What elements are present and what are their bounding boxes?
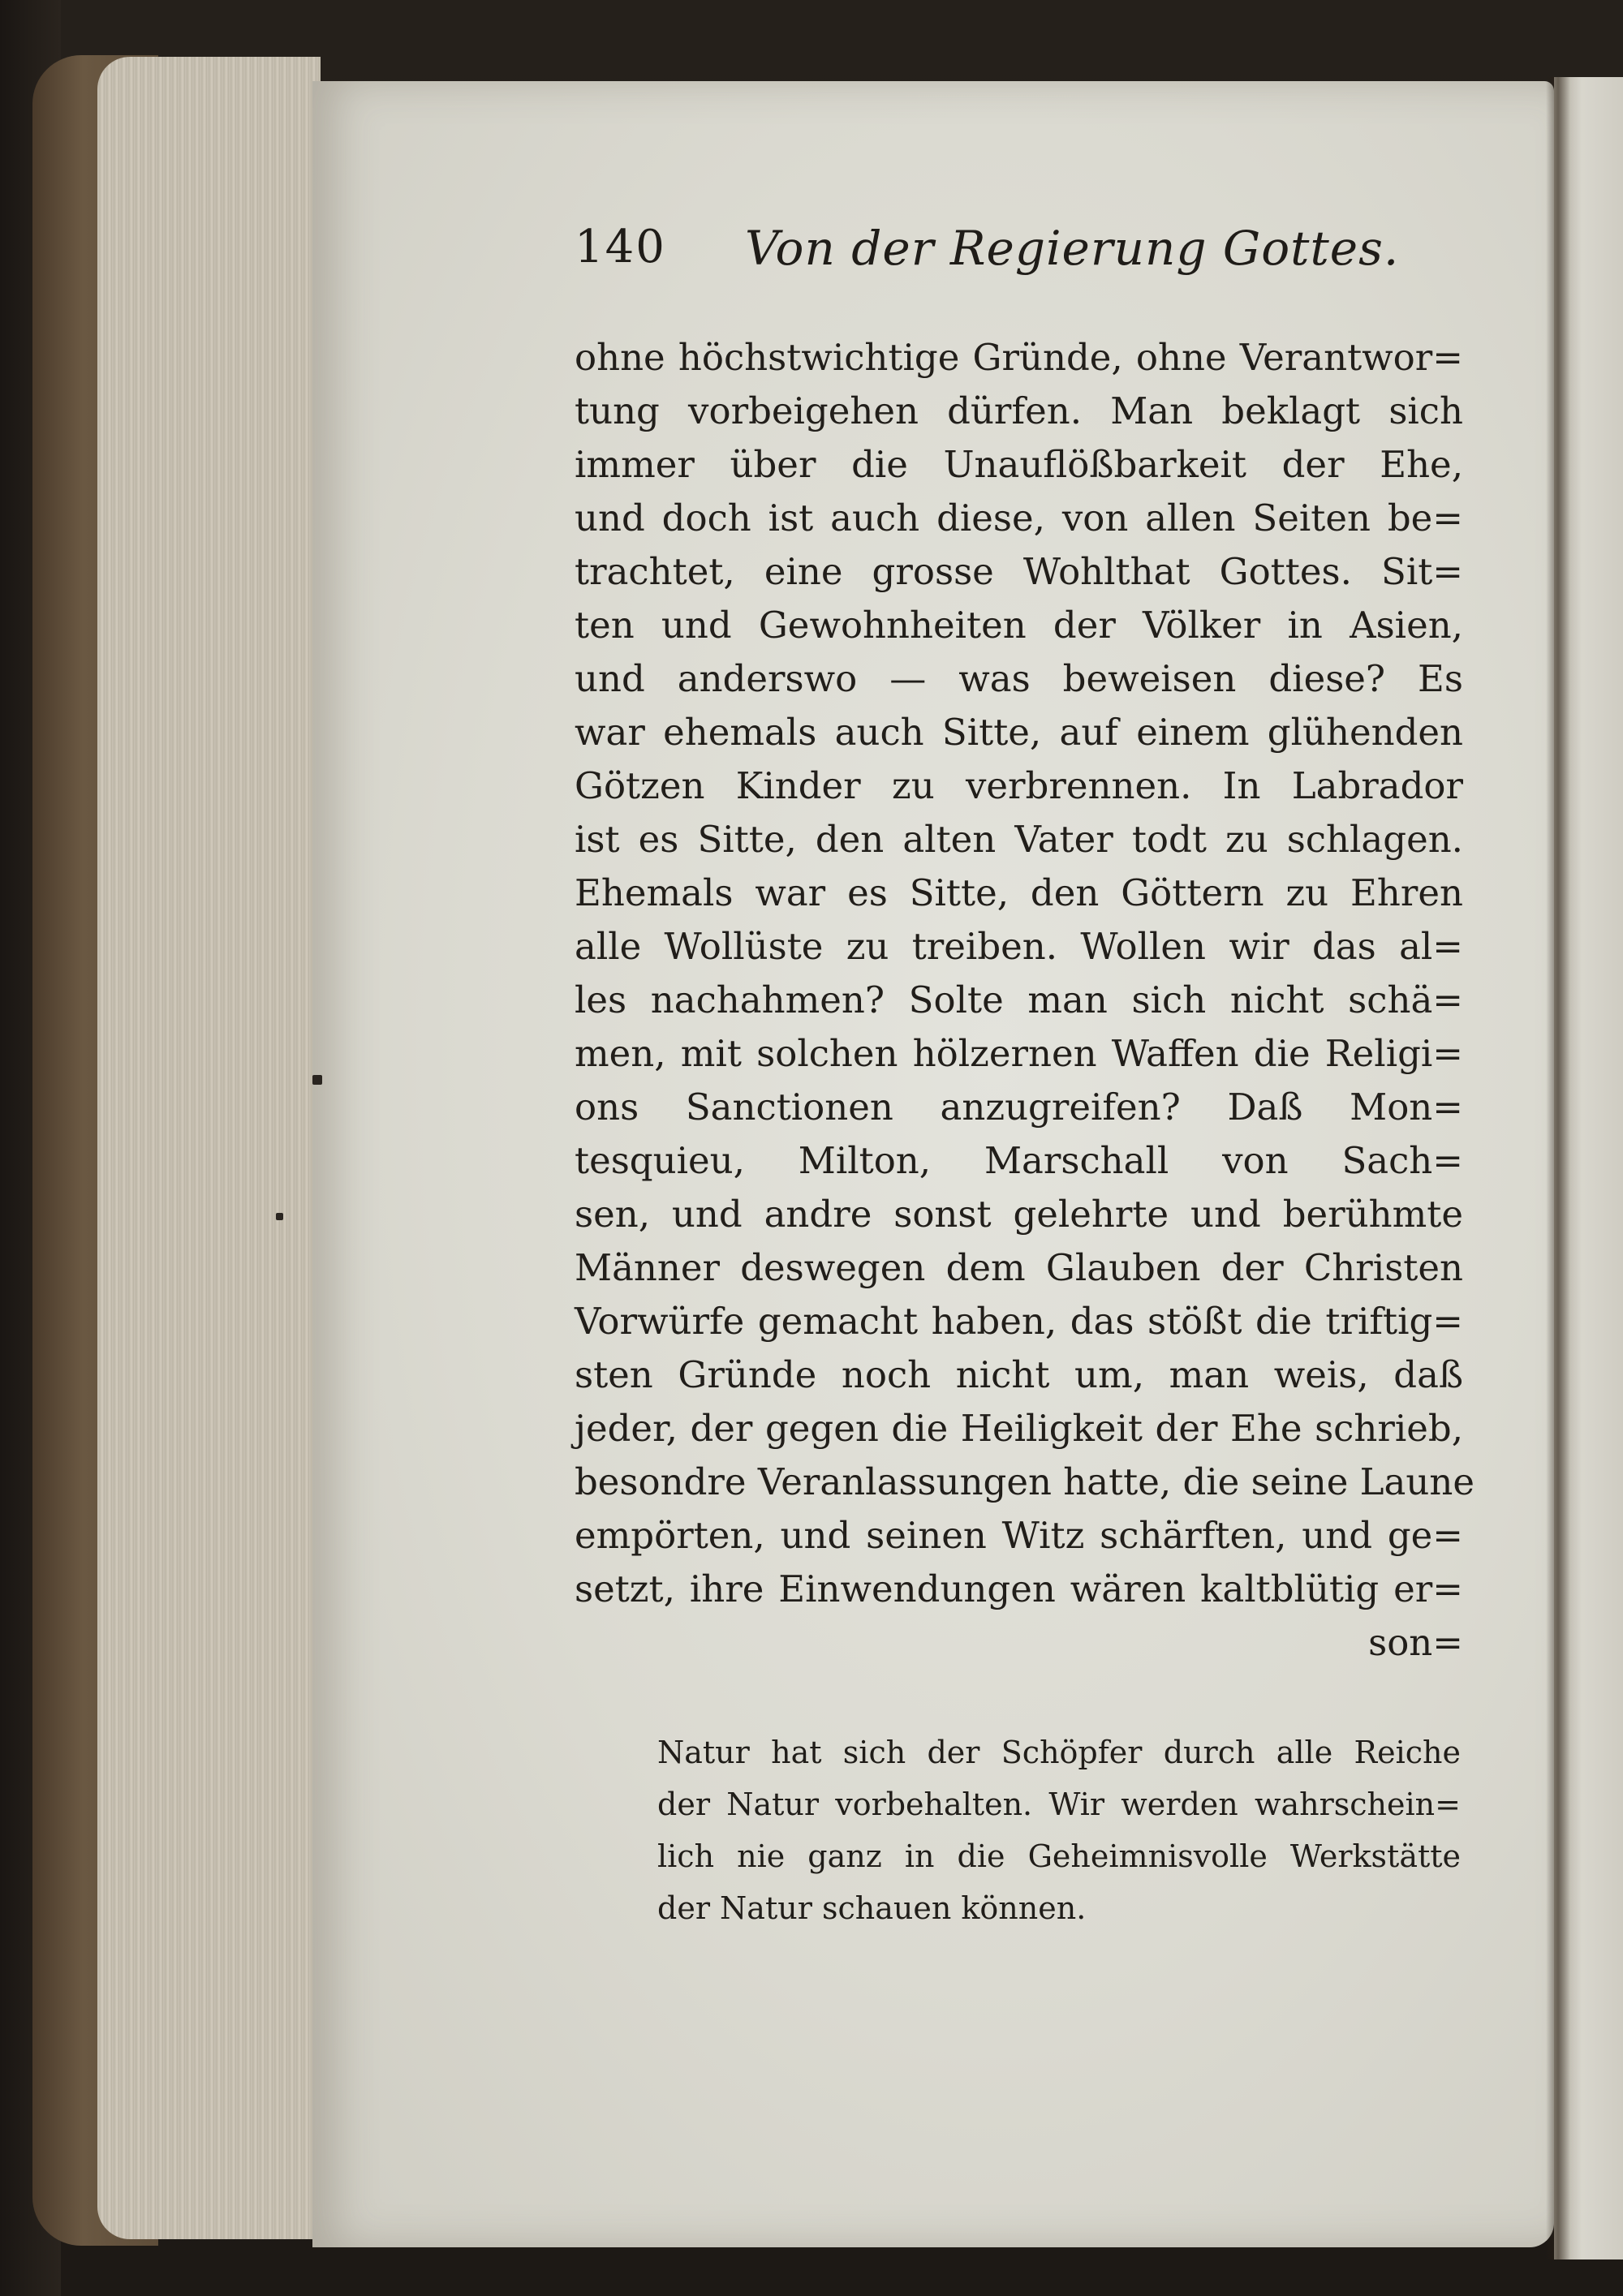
- text-line: Männer deswegen dem Glauben der Christen: [575, 1246, 1463, 1289]
- text-line: setzt, ihre Einwendungen wären kaltblütig er=: [575, 1567, 1463, 1610]
- text-line: empörten, und seinen Witz schärften, und ge=: [575, 1514, 1463, 1557]
- text-line: jeder, der gegen die Heiligkeit der Ehe schrieb,: [575, 1407, 1463, 1450]
- footnote-block: [657, 1726, 1461, 1934]
- gutter-shadow: [1546, 77, 1570, 2259]
- text-line: men, mit solchen hölzernen Waffen die Religi=: [575, 1032, 1463, 1075]
- text-line: les nachahmen? Solte man sich nicht schä=: [575, 978, 1463, 1021]
- text-line: und anderswo — was beweisen diese? Es: [575, 657, 1463, 700]
- text-line: ohne höchstwichtige Gründe, ohne Verantwor=: [575, 336, 1463, 379]
- binding-tack: [312, 1075, 322, 1085]
- page-number: 140: [575, 221, 666, 273]
- text-line: Götzen Kinder zu verbrennen. In Labrador: [575, 764, 1463, 807]
- binding-tack: [276, 1213, 283, 1220]
- running-head: Von der Regierung Gottes.: [745, 221, 1400, 276]
- text-line: tesquieu, Milton, Marschall von Sach=: [575, 1139, 1463, 1182]
- page-header: [575, 221, 1475, 294]
- main-text-block: [575, 331, 1474, 1670]
- text-line: ist es Sitte, den alten Vater todt zu schlagen.: [575, 818, 1463, 861]
- footnote-line: der Natur vorbehalten. Wir werden wahrschein=: [657, 1786, 1461, 1822]
- text-line: alle Wollüste zu treiben. Wollen wir das al=: [575, 925, 1463, 968]
- text-line: und doch ist auch diese, von allen Seiten be=: [575, 497, 1463, 540]
- footnote-line: lich nie ganz in die Geheimnisvolle Werkstätte: [657, 1838, 1461, 1874]
- page-stack-edges: [97, 57, 321, 2239]
- text-line: sten Gründe noch nicht um, man weis, daß: [575, 1353, 1463, 1396]
- text-line: ons Sanctionen anzugreifen? Daß Mon=: [575, 1086, 1463, 1129]
- text-line: besondre Veranlassungen hatte, die seine Laune: [575, 1460, 1474, 1503]
- catchword: son=: [1368, 1621, 1463, 1664]
- text-line: ten und Gewohnheiten der Völker in Asien,: [575, 604, 1463, 647]
- footnote-line: Natur hat sich der Schöpfer durch alle Reiche: [657, 1735, 1461, 1770]
- text-line: Ehemals war es Sitte, den Göttern zu Ehren: [575, 871, 1463, 914]
- footnote-line: der Natur schauen können.: [657, 1890, 1087, 1926]
- text-line: sen, und andre sonst gelehrte und berühmte: [575, 1193, 1463, 1236]
- text-line: Vorwürfe gemacht haben, das stößt die triftig=: [575, 1300, 1463, 1343]
- text-line: immer über die Unauflößbarkeit der Ehe,: [575, 443, 1463, 486]
- text-line: trachtet, eine grosse Wohlthat Gottes. Sit=: [575, 550, 1463, 593]
- text-line: war ehemals auch Sitte, auf einem glühenden: [575, 711, 1463, 754]
- text-line: tung vorbeigehen dürfen. Man beklagt sich: [575, 389, 1463, 432]
